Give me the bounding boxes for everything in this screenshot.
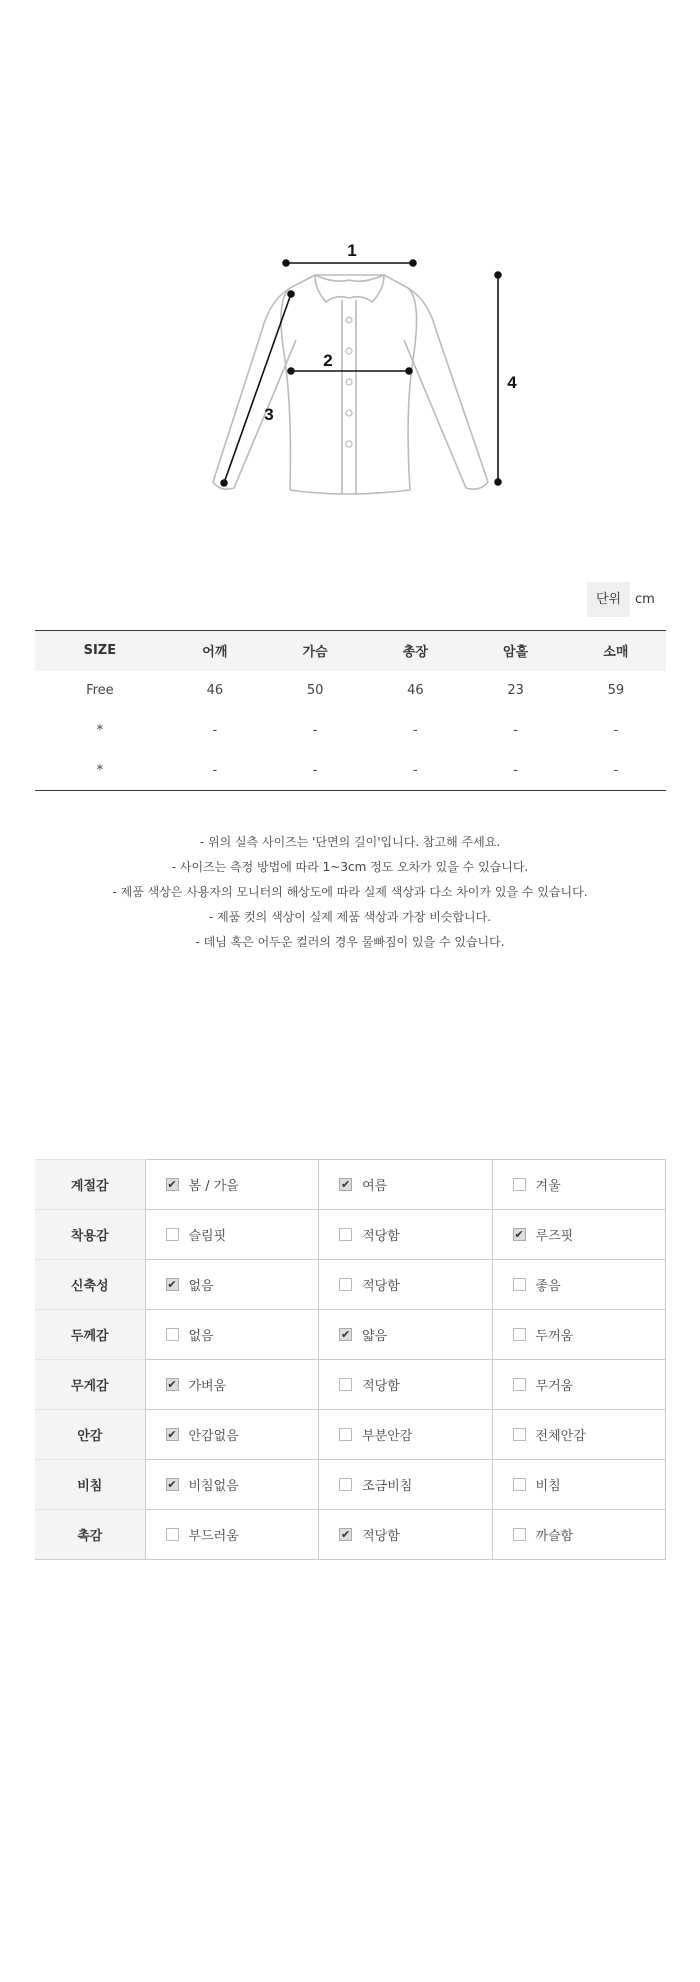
note-line: - 제품 컷의 색상이 실제 제품 색상과 가장 비슷합니다.: [208, 910, 492, 924]
checkbox-empty-icon[interactable]: [513, 1528, 526, 1541]
table-cell: -: [513, 723, 518, 738]
property-option[interactable]: [145, 1460, 319, 1510]
option-label: 부분안감: [362, 1429, 413, 1444]
col-chest: 가슴: [265, 631, 365, 671]
checkbox-empty-icon[interactable]: [339, 1478, 352, 1491]
checkbox-empty-icon[interactable]: [339, 1428, 352, 1441]
option-label: 여름: [362, 1179, 388, 1194]
option-label: 좋음: [535, 1279, 561, 1294]
property-name: 무게감: [35, 1360, 145, 1410]
property-option[interactable]: [319, 1360, 492, 1410]
option-label: 안감없음: [188, 1429, 239, 1444]
property-row: [35, 1260, 666, 1310]
property-option[interactable]: [145, 1410, 319, 1460]
table-cell: -: [312, 762, 318, 778]
option-label: 얇음: [362, 1329, 388, 1344]
note-line: - 데님 혹은 어두운 컬러의 경우 물빠짐이 있을 수 있습니다.: [195, 935, 505, 949]
col-sleeve: 소매: [566, 631, 666, 671]
property-option[interactable]: [319, 1510, 492, 1560]
property-option[interactable]: [319, 1460, 492, 1510]
table-cell: 50: [306, 683, 324, 698]
property-name: 신축성: [35, 1260, 145, 1310]
measure-label-1: 1: [347, 241, 357, 260]
col-armhole: 암홀: [465, 631, 565, 671]
property-name: 비침: [35, 1460, 145, 1510]
option-label: 없음: [188, 1279, 214, 1294]
col-shoulder: 어깨: [165, 631, 265, 671]
checkbox-empty-icon[interactable]: [339, 1228, 352, 1241]
table-cell: 46: [407, 683, 424, 698]
property-option[interactable]: [145, 1510, 319, 1560]
unit-label: 단위: [587, 582, 630, 617]
property-option[interactable]: [492, 1210, 665, 1260]
property-name: 안감: [35, 1410, 145, 1460]
option-label: 겨울: [535, 1179, 561, 1194]
table-row: [35, 751, 666, 791]
checkbox-checked-icon[interactable]: ✔: [167, 1278, 177, 1291]
option-label: 적당함: [362, 1279, 400, 1294]
property-option[interactable]: [492, 1460, 665, 1510]
property-option[interactable]: [319, 1160, 492, 1210]
checkbox-empty-icon[interactable]: [166, 1328, 179, 1341]
property-option[interactable]: [492, 1160, 665, 1210]
checkbox-checked-icon[interactable]: ✔: [514, 1228, 524, 1241]
table-cell: 59: [607, 683, 625, 698]
option-label: 비침없음: [188, 1479, 239, 1494]
size-table-header: [35, 631, 666, 671]
property-option[interactable]: [145, 1310, 319, 1360]
option-label: 조금비침: [362, 1479, 413, 1494]
col-length: 총장: [365, 631, 465, 671]
checkbox-checked-icon[interactable]: ✔: [167, 1478, 177, 1491]
property-name: 두께감: [35, 1310, 145, 1360]
option-label: 비침: [535, 1479, 561, 1494]
property-name: 착용감: [35, 1210, 145, 1260]
option-label: 슬림핏: [188, 1229, 227, 1244]
checkbox-checked-icon[interactable]: ✔: [341, 1328, 351, 1341]
checkbox-checked-icon[interactable]: ✔: [341, 1528, 351, 1541]
property-row: [35, 1360, 666, 1410]
property-option[interactable]: [145, 1260, 319, 1310]
option-label: 적당함: [362, 1379, 400, 1394]
table-row: [35, 671, 666, 711]
checkbox-checked-icon[interactable]: ✔: [167, 1428, 177, 1441]
checkbox-checked-icon[interactable]: ✔: [167, 1378, 177, 1391]
checkbox-empty-icon[interactable]: [339, 1278, 352, 1291]
option-label: 무거움: [535, 1379, 574, 1394]
table-cell: -: [613, 723, 619, 738]
unit-value: cm: [635, 592, 655, 607]
shirt-measurement-diagram: [0, 220, 700, 520]
table-cell: -: [613, 762, 619, 778]
col-size: SIZE: [35, 631, 165, 671]
property-option[interactable]: [492, 1360, 665, 1410]
table-cell: -: [212, 723, 218, 738]
property-row: [35, 1510, 666, 1560]
property-option[interactable]: [319, 1410, 492, 1460]
fabric-properties-table: [35, 1159, 666, 1560]
checkbox-empty-icon[interactable]: [513, 1428, 526, 1441]
property-option[interactable]: [319, 1310, 492, 1360]
table-cell: -: [413, 723, 418, 738]
table-cell: Free: [86, 683, 114, 698]
property-row: [35, 1210, 666, 1260]
property-name: 촉감: [35, 1510, 145, 1560]
note-line: - 위의 실측 사이즈는 '단면의 길이'입니다. 참고해 주세요.: [199, 835, 501, 849]
option-label: 적당함: [362, 1229, 400, 1244]
option-label: 루즈핏: [535, 1229, 574, 1244]
table-cell: -: [413, 762, 418, 778]
table-cell: *: [96, 723, 104, 738]
measure-label-4: 4: [507, 373, 517, 392]
table-cell: -: [513, 762, 518, 778]
note-line: - 사이즈는 측정 방법에 따라 1~3cm 정도 오차가 있을 수 있습니다.: [171, 860, 529, 874]
option-label: 적당함: [362, 1529, 400, 1544]
measure-label-2: 2: [323, 351, 333, 370]
property-row: [35, 1160, 666, 1210]
checkbox-empty-icon[interactable]: [166, 1528, 179, 1541]
measure-label-3: 3: [264, 405, 274, 424]
checkbox-empty-icon[interactable]: [513, 1478, 526, 1491]
checkbox-checked-icon[interactable]: ✔: [341, 1178, 351, 1191]
property-option[interactable]: [319, 1210, 492, 1260]
table-cell: -: [312, 723, 318, 738]
size-table: [35, 630, 666, 791]
checkbox-empty-icon[interactable]: [339, 1378, 352, 1391]
option-label: 부드러움: [188, 1529, 239, 1544]
property-option[interactable]: [492, 1510, 665, 1560]
property-row: [35, 1410, 666, 1460]
property-option[interactable]: [492, 1410, 665, 1460]
option-label: 봄 / 가을: [188, 1179, 239, 1194]
property-option[interactable]: [145, 1210, 319, 1260]
property-option[interactable]: [492, 1260, 665, 1310]
property-option[interactable]: [145, 1360, 319, 1410]
table-cell: 46: [206, 683, 224, 698]
checkbox-empty-icon[interactable]: [513, 1278, 526, 1291]
property-option[interactable]: [492, 1310, 665, 1360]
option-label: 두꺼움: [535, 1329, 574, 1344]
checkbox-empty-icon[interactable]: [513, 1328, 526, 1341]
checkbox-empty-icon[interactable]: [166, 1228, 179, 1241]
property-name: 계절감: [35, 1160, 145, 1210]
option-label: 까슬함: [535, 1529, 574, 1544]
property-option[interactable]: [145, 1160, 319, 1210]
property-option[interactable]: [319, 1260, 492, 1310]
property-row: [35, 1310, 666, 1360]
checkbox-empty-icon[interactable]: [513, 1178, 526, 1191]
option-label: 없음: [188, 1329, 214, 1344]
option-label: 가벼움: [188, 1379, 227, 1394]
note-line: - 제품 색상은 사용자의 모니터의 해상도에 따라 실제 색상과 다소 차이가 있을 수 있습니다.: [112, 885, 588, 899]
table-cell: *: [96, 762, 104, 778]
table-row: [35, 711, 666, 751]
checkbox-empty-icon[interactable]: [513, 1378, 526, 1391]
property-row: [35, 1460, 666, 1510]
checkbox-checked-icon[interactable]: ✔: [167, 1178, 177, 1191]
table-cell: -: [212, 762, 218, 778]
option-label: 전체안감: [535, 1429, 586, 1444]
table-cell: 23: [507, 683, 524, 698]
size-notes: [0, 830, 700, 955]
